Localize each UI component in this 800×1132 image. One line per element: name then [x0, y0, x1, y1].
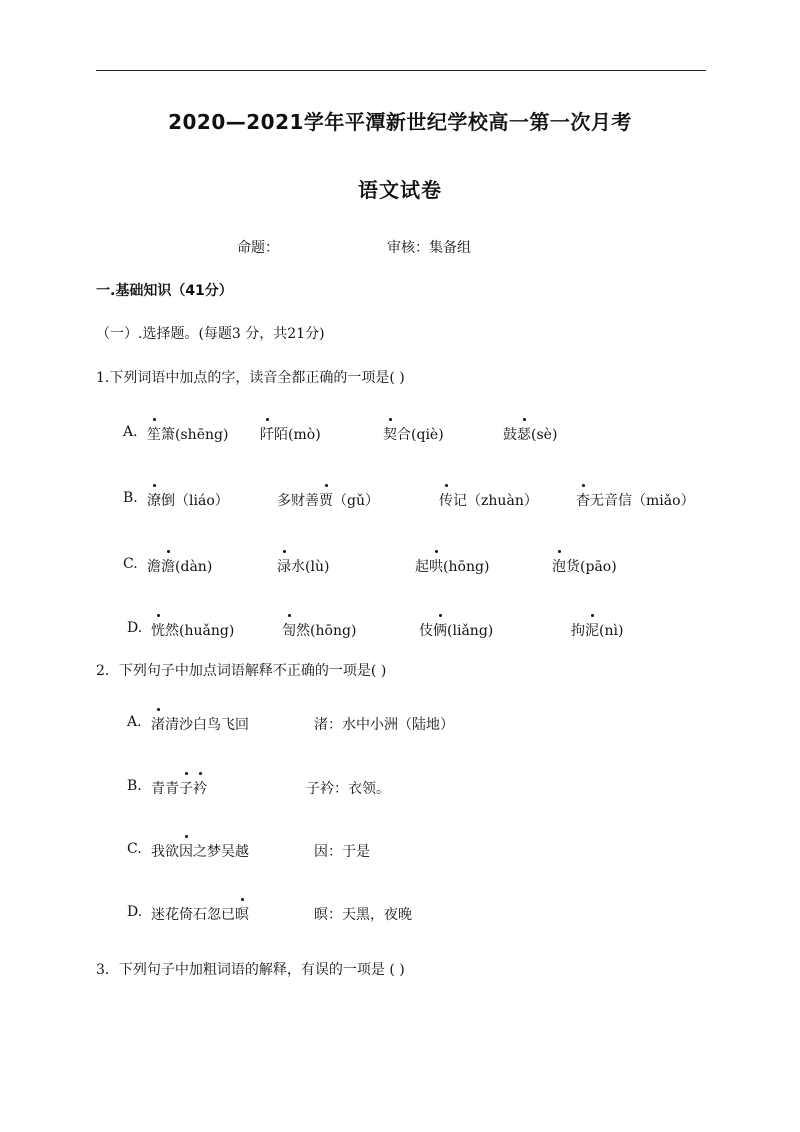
emphasis-dot-char: 子: [179, 778, 193, 798]
q2-a-label: A.: [127, 714, 142, 730]
q1-b-word3: 传记（zhuàn）: [439, 490, 538, 510]
q1-c-word1: 澹澹(dàn): [147, 556, 212, 576]
q1-d-word4: 拘泥(nì): [571, 620, 623, 640]
emphasis-dot-char: 贾: [319, 490, 333, 510]
emphasis-dot-char: 杳: [576, 490, 590, 510]
emphasis-dot-char: 契: [383, 424, 397, 444]
emphasis-dot-char: 泥: [585, 620, 599, 640]
q1-d-word3: 伎俩(liǎng): [419, 620, 493, 640]
q1-a-word4: 鼓瑟(sè): [503, 424, 557, 444]
emphasis-dot-char: 哄: [429, 556, 443, 576]
emphasis-dot-char: 澹: [161, 556, 175, 576]
q2-b-label: B.: [127, 778, 142, 794]
emphasis-dot-char: 潦: [147, 490, 161, 510]
emphasis-dot-char: 渌: [277, 556, 291, 576]
q2-d-sentence: 迷花倚石忽已暝: [151, 904, 249, 924]
reviewer-label: 审核：集备组: [387, 240, 471, 256]
section-heading: 一.基础知识（41分）: [96, 283, 233, 299]
q1-d-word1: 恍然(huǎng): [151, 620, 234, 640]
q2-b-sentence: 青青子衿: [151, 778, 207, 798]
q1-a-word3: 契合(qiè): [383, 424, 444, 444]
emphasis-dot-char: 俩: [433, 620, 447, 640]
header-rule: [96, 70, 706, 71]
emphasis-dot-char: 渚: [151, 714, 165, 734]
q1-d-word2: 訇然(hōng): [282, 620, 356, 640]
q1-d-label: D.: [127, 620, 143, 636]
section-subheading: （一）.选择题。(每题3 分，共21分): [96, 326, 325, 342]
emphasis-dot-char: 泡: [552, 556, 566, 576]
emphasis-dot-char: 笙: [147, 424, 161, 444]
q2-d-label: D.: [127, 904, 143, 920]
q1-c-label: C.: [123, 556, 138, 572]
exam-subtitle: 语文试卷: [358, 178, 442, 202]
q2-c-label: C.: [127, 841, 142, 857]
q3-stem: 3．下列句子中加粗词语的解释，有误的一项是 ( ): [96, 962, 405, 978]
q1-c-word3: 起哄(hōng): [415, 556, 489, 576]
q2-c-gloss: 因：于是: [314, 844, 370, 860]
exam-title: 2020—2021学年平潭新世纪学校高一第一次月考: [168, 110, 632, 134]
q1-a-label: A.: [123, 424, 138, 440]
q1-b-word1: 潦倒（liáo）: [147, 490, 229, 510]
emphasis-dot-char: 暝: [235, 904, 249, 924]
emphasis-dot-char: 传: [439, 490, 453, 510]
q1-c-word4: 泡货(pāo): [552, 556, 617, 576]
emphasis-dot-char: 衿: [193, 778, 207, 798]
q2-b-gloss: 子衿：衣领。: [306, 781, 390, 797]
emphasis-dot-char: 阡: [260, 424, 274, 444]
q1-stem: 1.下列词语中加点的字，读音全都正确的一项是( ): [96, 370, 405, 386]
emphasis-dot-char: 訇: [282, 620, 296, 640]
author-label: 命题：: [237, 240, 279, 256]
emphasis-dot-char: 瑟: [517, 424, 531, 444]
q2-a-sentence: 渚清沙白鸟飞回: [151, 714, 249, 734]
q1-a-word1: 笙箫(shēng): [147, 424, 228, 444]
q1-c-word2: 渌水(lù): [277, 556, 329, 576]
q2-stem: 2．下列句子中加点词语解释不正确的一项是( ): [96, 663, 387, 679]
q2-a-gloss: 渚：水中小洲（陆地）: [314, 717, 454, 733]
q1-a-word2: 阡陌(mò): [260, 424, 321, 444]
q2-d-gloss: 暝：天黑，夜晚: [314, 907, 412, 923]
q1-b-word4: 杳无音信（miǎo）: [576, 490, 695, 510]
emphasis-dot-char: 恍: [151, 620, 165, 640]
q2-c-sentence: 我欲因之梦吴越: [151, 841, 249, 861]
q1-b-label: B.: [123, 490, 138, 506]
emphasis-dot-char: 因: [179, 841, 193, 861]
q1-b-word2: 多财善贾（gǔ）: [277, 490, 379, 510]
